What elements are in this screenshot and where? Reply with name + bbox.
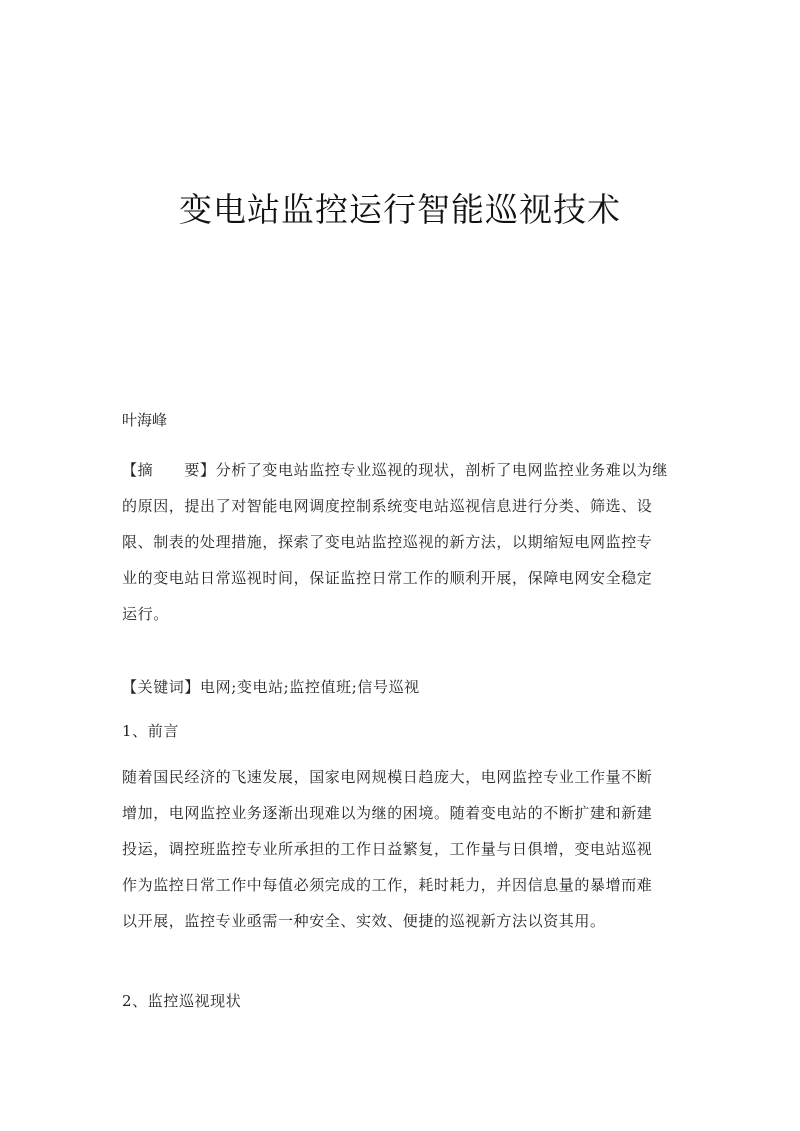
abstract-line-2: 的原因，提出了对智能电网调度控制系统变电站巡视信息进行分类、筛选、设 (122, 497, 653, 515)
keywords-line (122, 669, 680, 705)
section-1-line-1: 随着国民经济的飞速发展，国家电网规模日趋庞大，电网监控专业工作量不断 (122, 768, 653, 786)
abstract-line-4: 业的变电站日常巡视时间，保证监控日常工作的顺利开展，保障电网安全稳定 (122, 569, 653, 587)
keywords-label: 【关键词】 (122, 678, 201, 696)
author-name: 叶海峰 (122, 411, 168, 429)
section-1-line-4: 作为监控日常工作中每值必须完成的工作，耗时耗力，并因信息量的暴增而难 (122, 876, 653, 894)
abstract-line-1 (122, 452, 680, 488)
section-1-heading: 1、前言 (122, 722, 179, 740)
abstract-text-1: 分析了变电站监控专业巡视的现状，剖析了电网监控业务难以为继 (215, 461, 669, 479)
abstract-label: 【摘 要】 (122, 461, 216, 479)
section-1-line-5: 以开展，监控专业亟需一种安全、实效、便捷的巡视新方法以资其用。 (122, 912, 606, 930)
section-1-line-2: 增加，电网监控业务逐渐出现难以为继的困境。随着变电站的不断扩建和新建 (122, 804, 653, 822)
section-2-heading: 2、监控巡视现状 (122, 992, 242, 1010)
section-1-line-3: 投运，调控班监控专业所承担的工作日益繁复，工作量与日俱增，变电站巡视 (122, 840, 653, 858)
abstract-line-3: 限、制表的处理措施，探索了变电站监控巡视的新方法，以期缩短电网监控专 (122, 533, 653, 551)
section-1-paragraph (122, 759, 680, 939)
abstract-paragraph (122, 452, 680, 632)
keywords-text: 电网;变电站;监控值班;信号巡视 (200, 678, 420, 696)
page-title: 变电站监控运行智能巡视技术 (179, 190, 621, 229)
abstract-line-5: 运行。 (122, 605, 169, 623)
